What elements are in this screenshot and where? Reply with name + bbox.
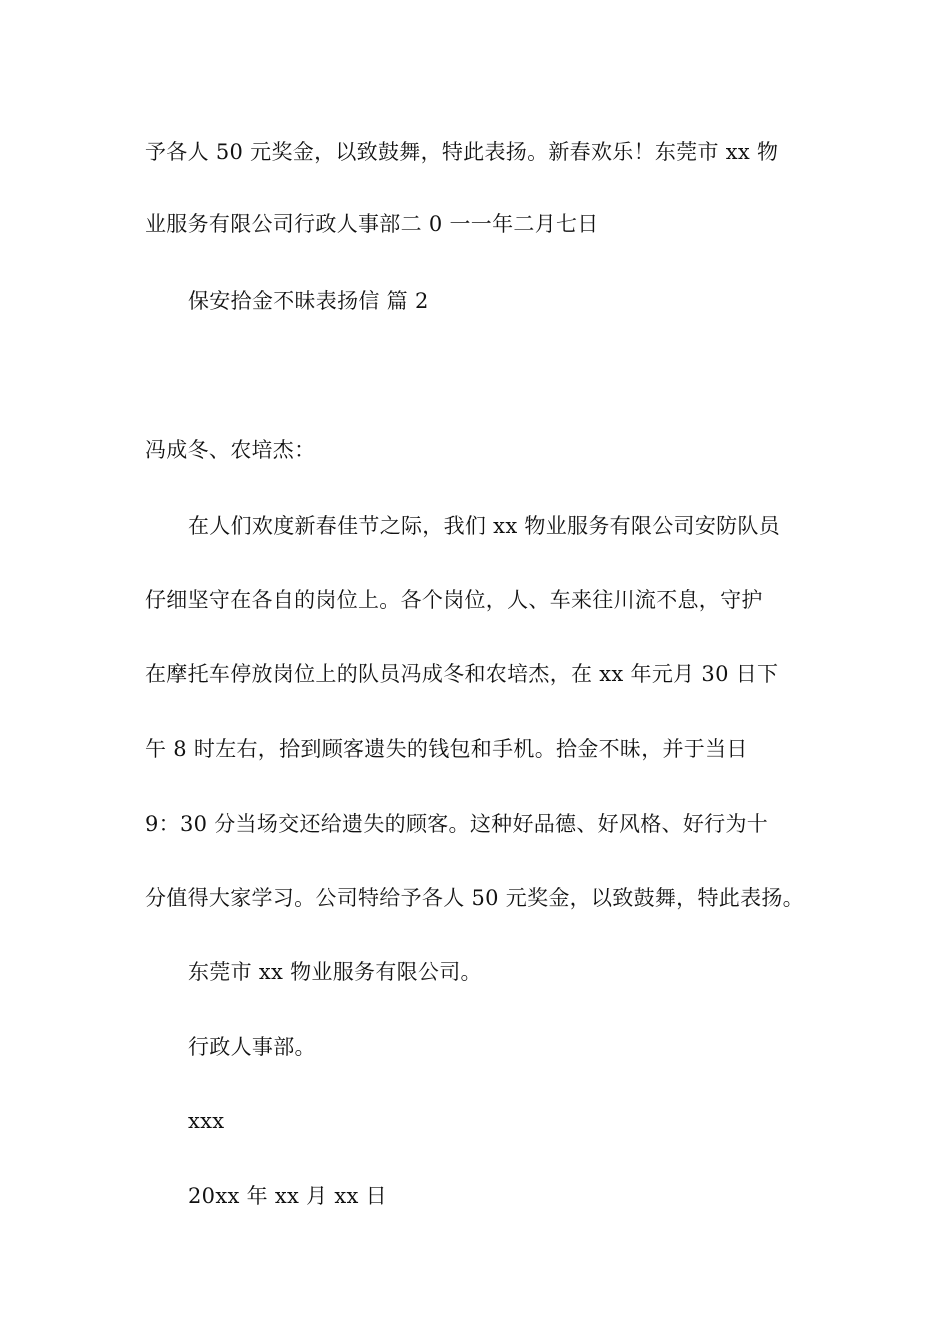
section-heading: 保安拾金不昧表扬信 篇 2: [188, 289, 429, 313]
paragraph-line: 在人们欢度新春佳节之际，我们 xx 物业服务有限公司安防队员: [188, 514, 781, 538]
paragraph-line: 9：30 分当场交还给遗失的顾客。这种好品德、好风格、好行为十: [145, 812, 769, 836]
text-line: 予各人 50 元奖金，以致鼓舞，特此表扬。新春欢乐！东莞市 xx 物: [145, 140, 779, 164]
signature-date: 20xx 年 xx 月 xx 日: [188, 1184, 387, 1208]
text-line: 业服务有限公司行政人事部二 0 一一年二月七日: [145, 212, 599, 236]
signature-name: xxx: [188, 1109, 225, 1133]
salutation: 冯成冬、农培杰：: [145, 438, 316, 462]
signature-department: 行政人事部。: [188, 1035, 316, 1059]
paragraph-line: 午 8 时左右，拾到顾客遗失的钱包和手机。拾金不昧，并于当日: [145, 737, 748, 761]
paragraph-line: 分值得大家学习。公司特给予各人 50 元奖金，以致鼓舞，特此表扬。: [145, 886, 804, 910]
paragraph-line: 在摩托车停放岗位上的队员冯成冬和农培杰，在 xx 年元月 30 日下: [145, 662, 779, 686]
signature-company: 东莞市 xx 物业服务有限公司。: [188, 960, 482, 984]
paragraph-line: 仔细坚守在各自的岗位上。各个岗位，人、车来往川流不息，守护: [145, 588, 763, 612]
